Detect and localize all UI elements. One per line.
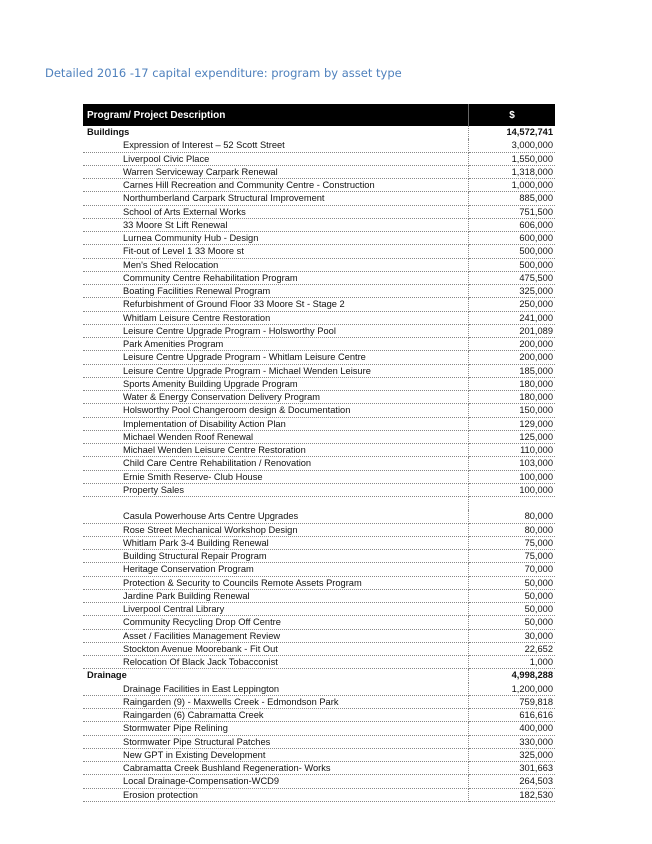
project-description: Stockton Avenue Moorebank - Fit Out (83, 643, 469, 656)
project-amount: 885,000 (469, 192, 555, 205)
project-amount: 3,000,000 (469, 139, 555, 152)
capital-expenditure-table (83, 104, 555, 802)
project-amount (469, 497, 555, 510)
project-description: Whitlam Leisure Centre Restoration (83, 312, 469, 325)
project-amount: 200,000 (469, 338, 555, 351)
project-description: Child Care Centre Rehabilitation / Renovation (83, 457, 469, 470)
project-description: Warren Serviceway Carpark Renewal (83, 166, 469, 179)
project-amount: 100,000 (469, 484, 555, 497)
project-amount: 600,000 (469, 232, 555, 245)
project-description: Leisure Centre Upgrade Program - Whitlam Leisure Centre (83, 351, 469, 364)
project-description: Leisure Centre Upgrade Program - Holsworthy Pool (83, 325, 469, 338)
project-description: Lurnea Community Hub - Design (83, 232, 469, 245)
table-row (83, 166, 555, 179)
project-amount: 264,503 (469, 775, 555, 788)
table-row (83, 444, 555, 457)
project-description: Whitlam Park 3-4 Building Renewal (83, 537, 469, 550)
header-description: Program/ Project Description (83, 104, 469, 126)
project-description: School of Arts External Works (83, 206, 469, 219)
project-amount: 100,000 (469, 471, 555, 484)
project-description: Boating Facilities Renewal Program (83, 285, 469, 298)
project-amount: 325,000 (469, 285, 555, 298)
project-description: 33 Moore St Lift Renewal (83, 219, 469, 232)
project-description: Drainage Facilities in East Leppington (83, 683, 469, 696)
project-description: Men's Shed Relocation (83, 259, 469, 272)
project-description: Relocation Of Black Jack Tobacconist (83, 656, 469, 669)
table-row (83, 749, 555, 762)
project-amount: 241,000 (469, 312, 555, 325)
category-row (83, 669, 555, 682)
project-amount: 475,500 (469, 272, 555, 285)
project-description: Water & Energy Conservation Delivery Program (83, 391, 469, 404)
table-row (83, 709, 555, 722)
project-amount: 70,000 (469, 563, 555, 576)
table-row (83, 285, 555, 298)
project-description: Asset / Facilities Management Review (83, 630, 469, 643)
table-row (83, 457, 555, 470)
project-amount: 50,000 (469, 603, 555, 616)
table-row (83, 577, 555, 590)
table-row (83, 550, 555, 563)
table-body (83, 126, 555, 802)
project-description: Heritage Conservation Program (83, 563, 469, 576)
table-row (83, 683, 555, 696)
project-amount: 1,000,000 (469, 179, 555, 192)
table-row (83, 563, 555, 576)
table-row (83, 232, 555, 245)
project-amount: 75,000 (469, 537, 555, 550)
category-total: 14,572,741 (506, 127, 553, 137)
project-amount: 500,000 (469, 245, 555, 258)
project-amount: 330,000 (469, 736, 555, 749)
table-row (83, 762, 555, 775)
project-description: Implementation of Disability Action Plan (83, 418, 469, 431)
project-description: Cabramatta Creek Bushland Regeneration- Works (83, 762, 469, 775)
table-row (83, 272, 555, 285)
table-row (83, 153, 555, 166)
project-description: Local Drainage-Compensation-WCD9 (83, 775, 469, 788)
project-description: Park Amenities Program (83, 338, 469, 351)
project-description (83, 497, 469, 510)
project-description: Liverpool Civic Place (83, 153, 469, 166)
table-row (83, 630, 555, 643)
table-row (83, 471, 555, 484)
category-name: Buildings (83, 126, 469, 139)
project-amount: 759,818 (469, 696, 555, 709)
project-description: Raingarden (9) - Maxwells Creek - Edmondson Park (83, 696, 469, 709)
table-header (83, 104, 555, 126)
category-total: 4,998,288 (511, 670, 553, 681)
project-amount: 80,000 (469, 524, 555, 537)
project-amount: 150,000 (469, 404, 555, 417)
project-amount: 1,318,000 (469, 166, 555, 179)
table-row (83, 484, 555, 497)
table-row (83, 351, 555, 364)
table-row (83, 497, 555, 510)
project-description: Carnes Hill Recreation and Community Centre - Construction (83, 179, 469, 192)
project-description: Fit-out of Level 1 33 Moore st (83, 245, 469, 258)
project-description: Property Sales (83, 484, 469, 497)
project-amount: 1,550,000 (469, 153, 555, 166)
project-amount: 110,000 (469, 444, 555, 457)
table-row (83, 524, 555, 537)
project-amount: 250,000 (469, 298, 555, 311)
project-amount: 400,000 (469, 722, 555, 735)
project-description: Protection & Security to Councils Remote Assets Program (83, 577, 469, 590)
project-description: Liverpool Central Library (83, 603, 469, 616)
project-amount: 50,000 (469, 590, 555, 603)
project-amount: 616,616 (469, 709, 555, 722)
project-description: Holsworthy Pool Changeroom design & Documentation (83, 404, 469, 417)
project-description: Ernie Smith Reserve- Club House (83, 471, 469, 484)
table-row (83, 789, 555, 802)
project-description: Jardine Park Building Renewal (83, 590, 469, 603)
project-description: Refurbishment of Ground Floor 33 Moore St - Stage 2 (83, 298, 469, 311)
table-row (83, 418, 555, 431)
project-description: Rose Street Mechanical Workshop Design (83, 524, 469, 537)
table-row (83, 298, 555, 311)
table-row (83, 590, 555, 603)
table-row (83, 603, 555, 616)
project-amount: 30,000 (469, 630, 555, 643)
table-row (83, 206, 555, 219)
project-description: Casula Powerhouse Arts Centre Upgrades (83, 510, 469, 523)
project-amount: 180,000 (469, 378, 555, 391)
project-description: Building Structural Repair Program (83, 550, 469, 563)
project-amount: 606,000 (469, 219, 555, 232)
table-row (83, 643, 555, 656)
table-row (83, 219, 555, 232)
project-amount: 1,000 (469, 656, 555, 669)
project-description: Stormwater Pipe Relining (83, 722, 469, 735)
category-name: Drainage (83, 669, 469, 682)
table-row (83, 139, 555, 152)
header-amount: $ (509, 109, 515, 121)
project-description: Raingarden (6) Cabramatta Creek (83, 709, 469, 722)
project-amount: 200,000 (469, 351, 555, 364)
project-amount: 185,000 (469, 365, 555, 378)
project-amount: 129,000 (469, 418, 555, 431)
project-description: Michael Wenden Leisure Centre Restoration (83, 444, 469, 457)
project-amount: 50,000 (469, 616, 555, 629)
project-amount: 325,000 (469, 749, 555, 762)
table-row (83, 775, 555, 788)
project-amount: 75,000 (469, 550, 555, 563)
project-amount: 180,000 (469, 391, 555, 404)
table-row (83, 722, 555, 735)
table-row (83, 537, 555, 550)
table-row (83, 696, 555, 709)
project-amount: 500,000 (469, 259, 555, 272)
project-description: Leisure Centre Upgrade Program - Michael Wenden Leisure (83, 365, 469, 378)
project-description: Erosion protection (83, 789, 469, 802)
project-description: Community Recycling Drop Off Centre (83, 616, 469, 629)
project-amount: 80,000 (469, 510, 555, 523)
project-amount: 50,000 (469, 577, 555, 590)
table-row (83, 656, 555, 669)
table-row (83, 245, 555, 258)
table-row (83, 312, 555, 325)
table-row (83, 192, 555, 205)
category-row (83, 126, 555, 139)
project-amount: 1,200,000 (469, 683, 555, 696)
table-row (83, 365, 555, 378)
project-description: Stormwater Pipe Structural Patches (83, 736, 469, 749)
project-amount: 125,000 (469, 431, 555, 444)
project-description: Sports Amenity Building Upgrade Program (83, 378, 469, 391)
table-row (83, 736, 555, 749)
project-amount: 22,652 (469, 643, 555, 656)
table-row (83, 378, 555, 391)
project-description: Community Centre Rehabilitation Program (83, 272, 469, 285)
project-amount: 182,530 (469, 789, 555, 802)
table-row (83, 616, 555, 629)
project-description: New GPT in Existing Development (83, 749, 469, 762)
project-amount: 103,000 (469, 457, 555, 470)
table-row (83, 325, 555, 338)
table-row (83, 179, 555, 192)
project-amount: 751,500 (469, 206, 555, 219)
page-title: Detailed 2016 -17 capital expenditure: program by asset type (45, 66, 402, 80)
table-row (83, 338, 555, 351)
table-row (83, 404, 555, 417)
project-description: Michael Wenden Roof Renewal (83, 431, 469, 444)
table-row (83, 431, 555, 444)
table-row (83, 259, 555, 272)
table-row (83, 510, 555, 523)
table-row (83, 391, 555, 404)
project-description: Northumberland Carpark Structural Improvement (83, 192, 469, 205)
project-description: Expression of Interest – 52 Scott Street (83, 139, 469, 152)
project-amount: 301,663 (469, 762, 555, 775)
project-amount: 201,089 (469, 325, 555, 338)
